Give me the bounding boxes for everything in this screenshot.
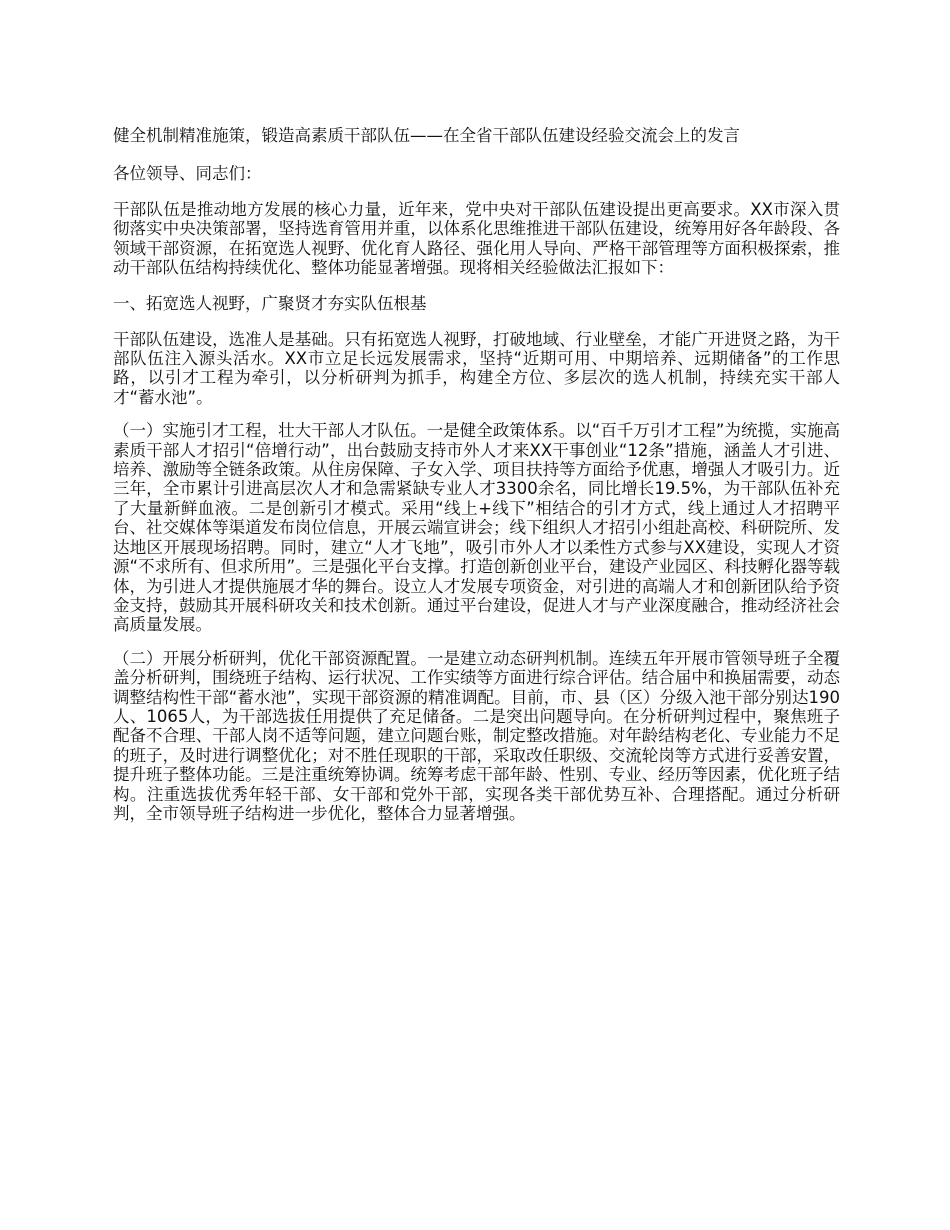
section-1-paragraph: 干部队伍建设，选准人是基础。只有拓宽选人视野，打破地域、行业壁垒，才能广开进贤之路，为干部队伍注入源头活水。XX市立足长远发展需求，坚持“近期可用、中期培养、远期储备”的工作思路，以引才工程为牵引，以分析研判为抓手，构建全方位、多层次的选人机制，持续充实干部人才“蓄水池”。: [113, 329, 840, 407]
subsection-2-paragraph: （二）开展分析研判，优化干部资源配置。一是建立动态研判机制。连续五年开展市管领导班子全覆盖分析研判，围绕班子结构、运行状况、工作实绩等方面进行综合评估。结合届中和换届需要，动态调整结构性干部“蓄水池”，实现干部资源的精准调配。目前，市、县（区）分级入池干部分别达190人、1065人，为干部选拔任用提供了充足储备。二是突出问题导向。在分析研判过程中，聚焦班子配备不合理、干部人岗不适等问题，建立问题台账，制定整改措施。对年龄结构老化、专业能力不足的班子，及时进行调整优化；对不胜任现职的干部，采取改任职级、交流轮岗等方式进行妥善安置，提升班子整体功能。三是注重统筹协调。统筹考虑干部年龄、性别、专业、经历等因素，优化班子结构。注重选拔优秀年轻干部、女干部和党外干部，实现各类干部优势互补、合理搭配。通过分析研判，全市领导班子结构进一步优化，整体合力显著增强。: [113, 648, 840, 823]
salutation: 各位领导、同志们：: [113, 164, 262, 183]
subsection-1-paragraph: （一）实施引才工程，壮大干部人才队伍。一是健全政策体系。以“百千万引才工程”为统揽，实施高素质干部人才招引“倍增行动”，出台鼓励支持市外人才来XX干事创业“12条”措施，涵盖人才引进、培养、激励等全链条政策。从住房保障、子女入学、项目扶持等方面给予优惠，增强人才吸引力。近三年，全市累计引进高层次人才和急需紧缺专业人才3300余名，同比增长19.5%，为干部队伍补充了大量新鲜血液。二是创新引才模式。采用“线上+线下”相结合的引才方式，线上通过人才招聘平台、社交媒体等渠道发布岗位信息，开展云端宣讲会；线下组织人才招引小组赴高校、科研院所、发达地区开展现场招聘。同时，建立“人才飞地”，吸引市外人才以柔性方式参与XX建设，实现人才资源“不求所有、但求所用”。三是强化平台支撑。打造创新创业平台，建设产业园区、科技孵化器等载体，为引进人才提供施展才华的舞台。设立人才发展专项资金，对引进的高端人才和创新团队给予资金支持，鼓励其开展科研攻关和技术创新。通过平台建设，促进人才与产业深度融合，推动经济社会高质量发展。: [113, 421, 840, 635]
intro-paragraph: 干部队伍是推动地方发展的核心力量，近年来，党中央对干部队伍建设提出更高要求。XX市深入贯彻落实中央决策部署，坚持选育管用并重，以体系化思维推进干部队伍建设，统筹用好各年龄段、各领域干部资源，在拓宽选人视野、优化育人路径、强化用人导向、严格干部管理等方面积极探索，推动干部队伍结构持续优化、整体功能显著增强。现将相关经验做法汇报如下：: [113, 200, 840, 278]
section-1-heading: 一、拓宽选人视野，广聚贤才夯实队伍根基: [113, 293, 427, 313]
document-page: [113, 124, 840, 837]
document-title: 健全机制精准施策，锻造高素质干部队伍——在全省干部队伍建设经验交流会上的发言: [113, 126, 740, 145]
